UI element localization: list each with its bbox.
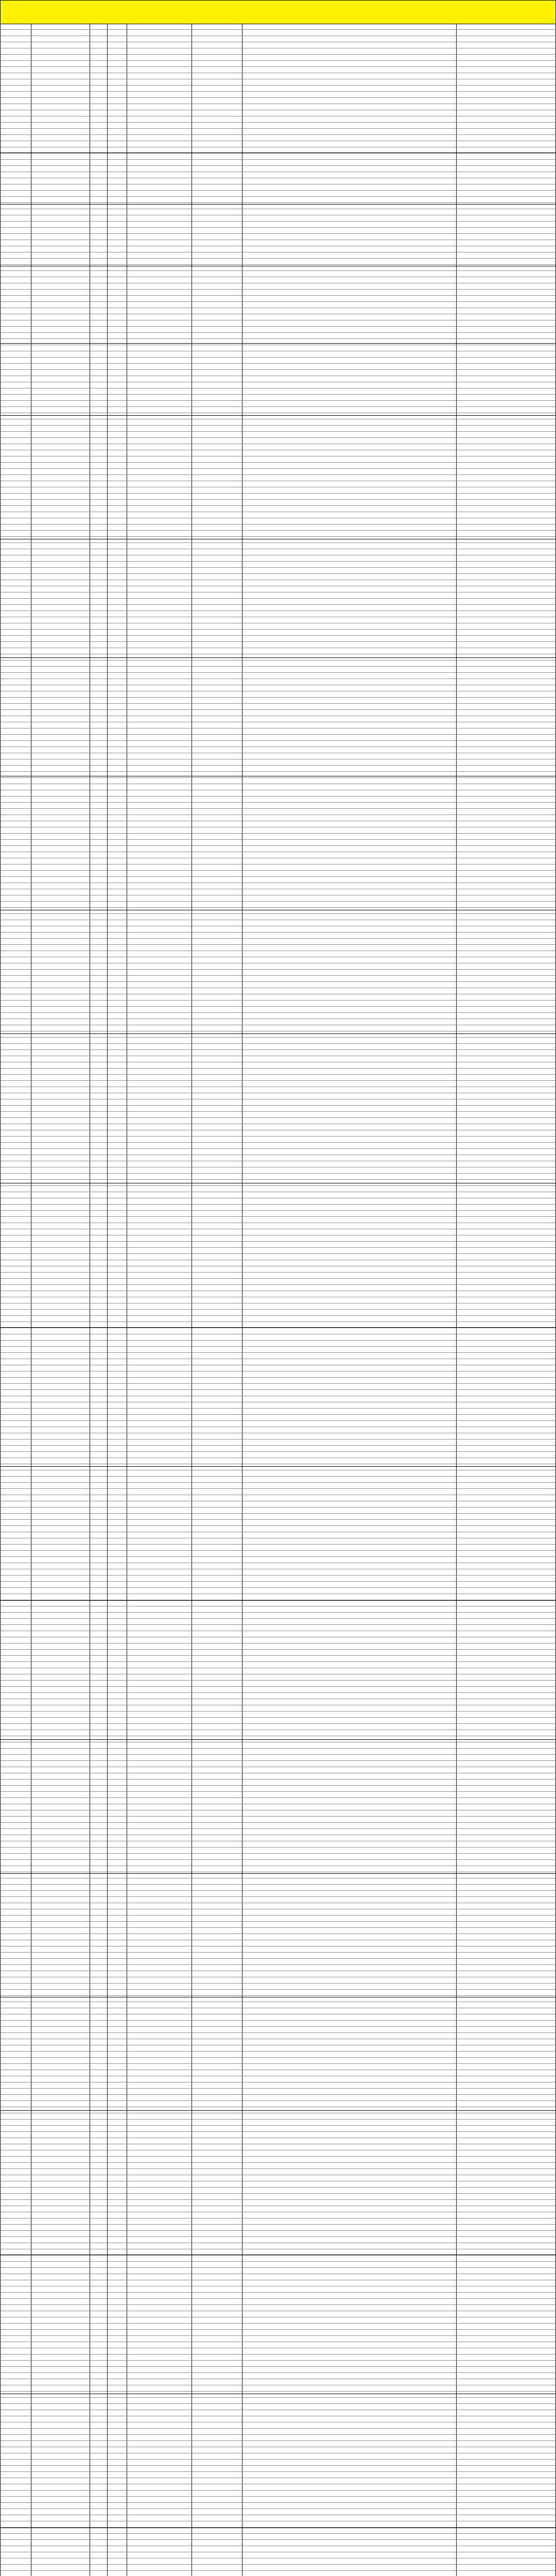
block-separator bbox=[0, 2110, 556, 2111]
block-separator bbox=[0, 1327, 556, 1328]
record-block bbox=[0, 2394, 556, 2528]
block-separator bbox=[0, 657, 556, 658]
record-block bbox=[0, 2255, 556, 2394]
title-band bbox=[0, 0, 556, 14]
block-separator bbox=[0, 1873, 556, 1874]
block-separator bbox=[0, 1466, 556, 1467]
record-block bbox=[0, 910, 556, 1033]
block-separator bbox=[0, 152, 556, 153]
record-block bbox=[0, 1997, 556, 2110]
record-block bbox=[0, 539, 556, 657]
record-block bbox=[0, 266, 556, 343]
record-block bbox=[0, 1600, 556, 1739]
record-block bbox=[0, 1327, 556, 1466]
block-separator bbox=[0, 415, 556, 416]
record-block bbox=[0, 1183, 556, 1327]
record-block bbox=[0, 204, 556, 266]
record-block bbox=[0, 1466, 556, 1600]
block-separator bbox=[0, 1739, 556, 1740]
record-block bbox=[0, 2528, 556, 2576]
block-separator bbox=[0, 1033, 556, 1034]
record-block bbox=[0, 1739, 556, 1873]
record-block bbox=[0, 776, 556, 910]
column-header-row bbox=[0, 13, 556, 24]
record-block bbox=[0, 152, 556, 204]
block-separator bbox=[0, 204, 556, 205]
record-block bbox=[0, 343, 556, 415]
record-block bbox=[0, 24, 556, 152]
record-block bbox=[0, 1033, 556, 1183]
data-grid bbox=[0, 24, 556, 2576]
block-separator bbox=[0, 1600, 556, 1601]
record-block bbox=[0, 657, 556, 776]
block-separator bbox=[0, 343, 556, 344]
record-block bbox=[0, 1873, 556, 1997]
record-block bbox=[0, 2110, 556, 2255]
record-block bbox=[0, 415, 556, 539]
